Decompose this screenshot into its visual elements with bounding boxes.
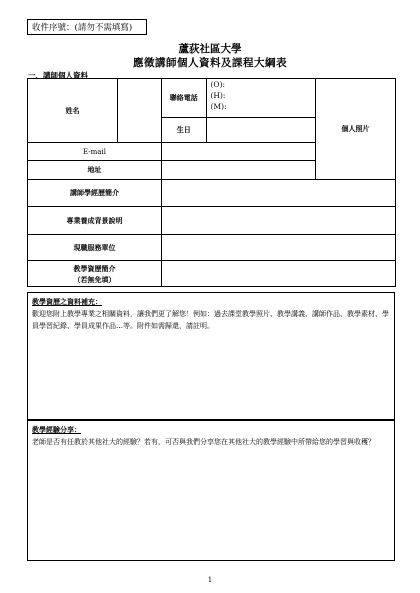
teaching-summary-value[interactable] <box>162 261 396 287</box>
phone-mobile: (M): <box>210 102 227 111</box>
page-number: 1 <box>207 576 213 584</box>
form-title: 應徵講師個人資料及課程大綱表 <box>133 57 287 69</box>
phone-numbers[interactable] <box>206 79 315 117</box>
name-label: 姓名 <box>28 79 118 143</box>
specialty-value[interactable] <box>162 207 396 235</box>
personal-info-table <box>27 78 396 287</box>
supplement-body: 歡迎您附上教學專業之相關資料，讓我們更了解您！例如：過去課堂教學照片、教學講義、講師作品、教學素材、學員學習紀錄、學員成果作品…等。附件如需歸還，請註明。 <box>32 310 389 330</box>
birthday-label: 生日 <box>162 118 206 142</box>
teaching-summary-label-line2: （若無免填） <box>73 274 116 284</box>
employer-value[interactable] <box>162 235 396 261</box>
school-title: 蘆荻社區大學 <box>178 43 242 55</box>
supplement-box[interactable] <box>27 292 395 420</box>
phone-home: (H): <box>210 91 226 100</box>
birthday-cell <box>162 118 316 143</box>
education-value[interactable] <box>162 180 396 207</box>
email-label: E-mail <box>28 143 162 161</box>
address-value[interactable] <box>162 161 316 180</box>
teaching-summary-label-line1: 教學資歷簡介 <box>73 263 116 273</box>
email-value[interactable] <box>162 143 316 161</box>
contact-phone-label: 聯絡電話 <box>162 79 206 117</box>
address-label: 地址 <box>28 161 162 180</box>
experience-title: 教學經驗分享： <box>32 425 81 434</box>
experience-box[interactable] <box>27 420 395 561</box>
name-value[interactable] <box>118 79 162 143</box>
birthday-value[interactable] <box>206 118 315 142</box>
photo-label: 個人照片 <box>316 79 396 180</box>
teaching-summary-label <box>28 261 162 287</box>
receipt-number-box: 收件序號：(請勿不需填寫) <box>27 19 147 35</box>
phone-office: (O): <box>210 80 226 89</box>
section-heading: 一、講師個人資料 <box>28 71 88 80</box>
contact-phone-cell <box>162 79 316 118</box>
specialty-label: 專業養成背景說明 <box>28 207 162 235</box>
education-label: 講師學經歷簡介 <box>28 180 162 207</box>
supplement-title: 教學資歷之資料補充： <box>32 297 102 306</box>
employer-label: 現職服務單位 <box>28 235 162 261</box>
experience-body: 老師是否有任教於其他社大的經驗？若有，可否與我們分享您在其他社大的教學經驗中所帶給您的學習與收穫？ <box>32 438 375 446</box>
